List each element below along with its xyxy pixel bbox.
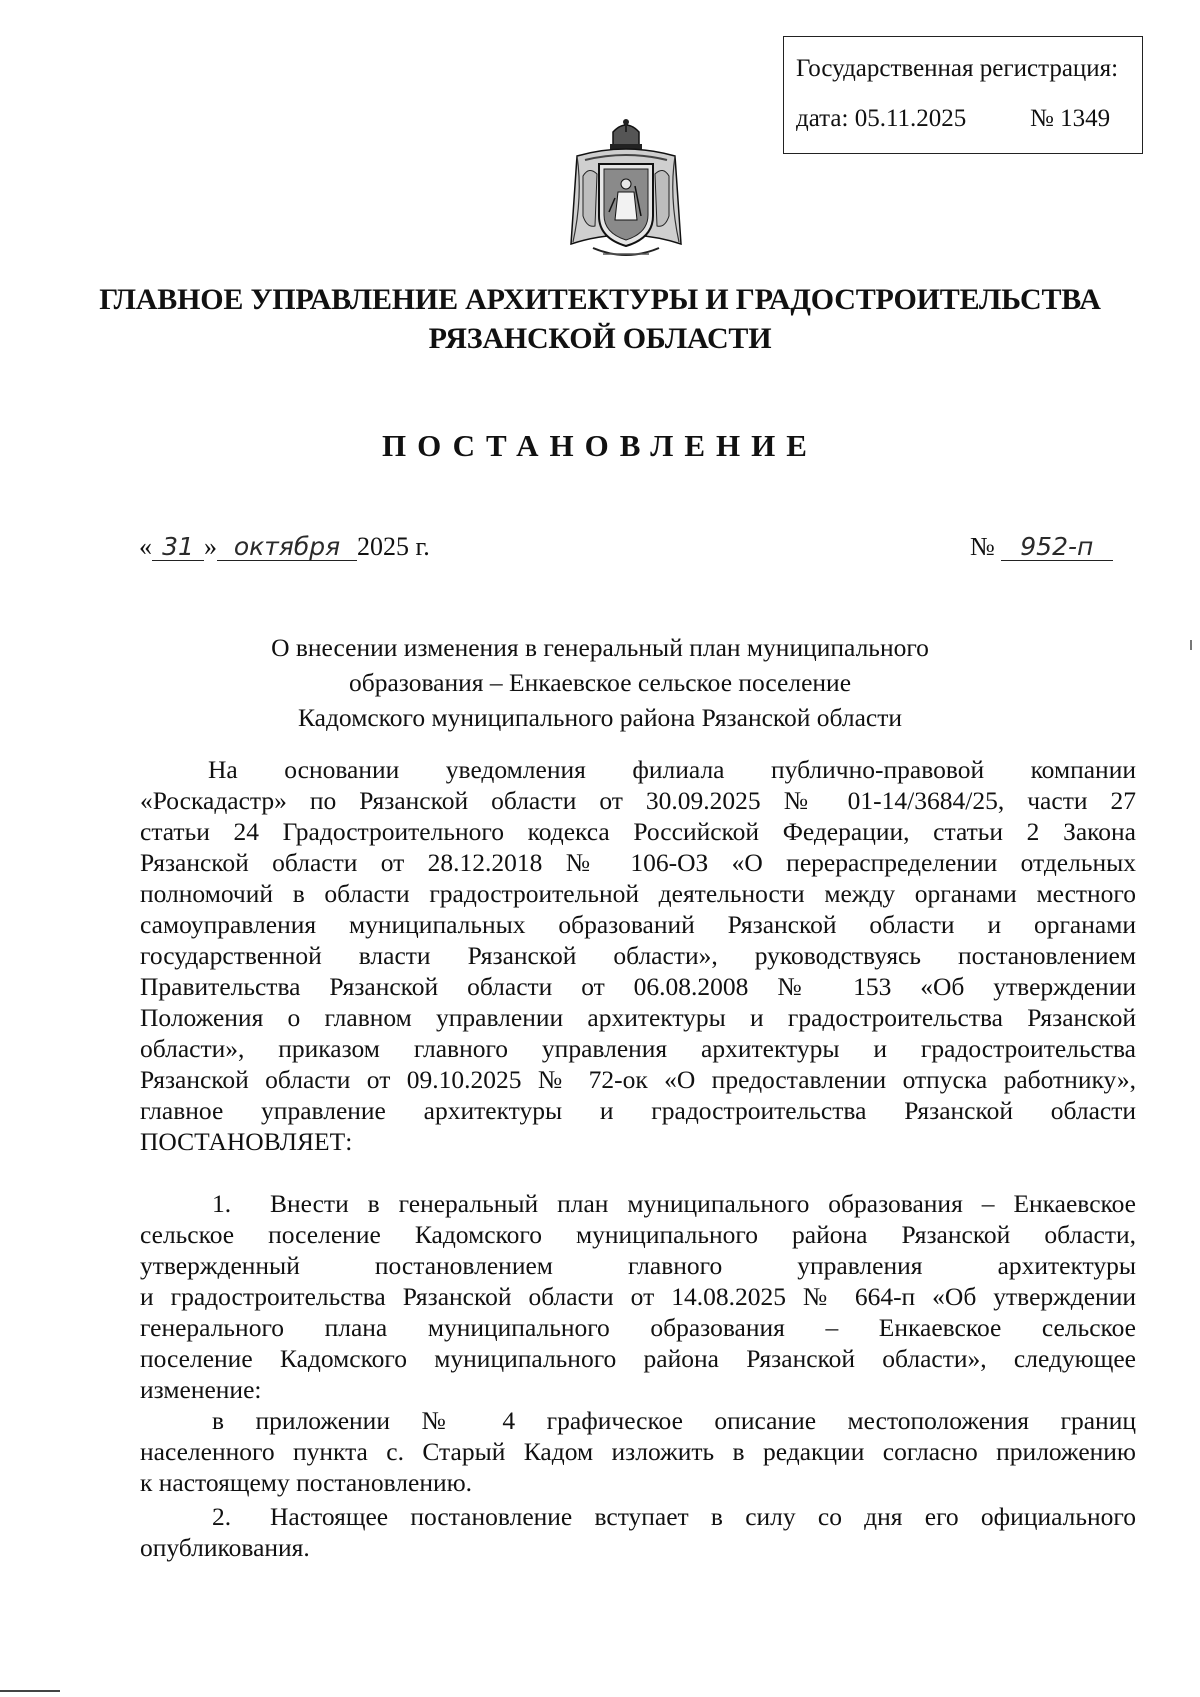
preamble-line: самоуправления муниципальных образований Рязанской области и органами: [140, 910, 1136, 939]
number-handwritten: 952-п: [1001, 534, 1113, 561]
item-line: Настоящее постановление вступает в силу со дня его официального: [270, 1502, 1136, 1531]
preamble-line: Рязанской области от 28.12.2018 № 106-ОЗ «О перераспределении отдельных: [140, 848, 1136, 877]
amendment-line: в приложении № 4 графическое описание местоположения границ: [212, 1406, 1136, 1435]
date-open-quote: «: [139, 532, 152, 561]
item-line: утвержденный постановлением главного управления архитектуры: [140, 1251, 1136, 1280]
item-line: Внести в генеральный план муниципального образования – Енкаевское: [270, 1189, 1136, 1218]
registration-stamp: [783, 36, 1143, 154]
item-line: генерального плана муниципального образования – Енкаевское сельское: [140, 1313, 1136, 1342]
preamble-line: Положения о главном управлении архитектуры и градостроительства Рязанской: [140, 1003, 1136, 1032]
amendment-line: к настоящему постановлению.: [140, 1468, 473, 1497]
subject-line: О внесении изменения в генеральный план муниципального: [271, 633, 929, 662]
preamble-line: Правительства Рязанской области от 06.08.2008 № 153 «Об утверждении: [140, 972, 1136, 1001]
number-prefix: №: [970, 532, 995, 561]
preamble-line: статьи 24 Градостроительного кодекса Российской Федерации, статьи 2 Закона: [140, 817, 1136, 846]
item-line: сельское поселение Кадомского муниципального района Рязанской области,: [140, 1220, 1136, 1249]
preamble-line: полномочий в области градостроительной деятельности между органами местного: [140, 879, 1136, 908]
ryazan-coat-of-arms-icon: [563, 116, 689, 266]
scan-speck: [1190, 640, 1192, 650]
item-number: 2.: [212, 1502, 232, 1531]
item-line: опубликования.: [140, 1533, 310, 1562]
agency-name-line-2: РЯЗАНСКОЙ ОБЛАСТИ: [428, 322, 772, 355]
preamble-line: Рязанской области от 09.10.2025 № 72-ок «О предоставлении отпуска работнику»,: [140, 1065, 1136, 1094]
document-type-heading: ПОСТАНОВЛЕНИЕ: [382, 428, 818, 463]
item-line: изменение:: [140, 1375, 262, 1404]
amendment-line: населенного пункта с. Старый Кадом изложить в редакции согласно приложению: [140, 1437, 1136, 1466]
subject-line: образования – Енкаевское сельское поселение: [348, 668, 852, 697]
item-number: 1.: [212, 1189, 232, 1218]
date-close-quote: »: [204, 532, 217, 561]
item-line: поселение Кадомского муниципального района Рязанской области», следующее: [140, 1344, 1136, 1373]
document-date: [139, 532, 430, 562]
preamble-line: «Роскадастр» по Рязанской области от 30.09.2025 № 01-14/3684/25, части 27: [140, 786, 1136, 815]
resolution-keyword: ПОСТАНОВЛЯЕТ:: [140, 1127, 353, 1156]
date-day-handwritten: 31: [152, 534, 204, 561]
subject-line: Кадомского муниципального района Рязанской области: [297, 703, 903, 732]
item-line: и градостроительства Рязанской области от 14.08.2025 № 664-п «Об утверждении: [140, 1282, 1136, 1311]
date-year: 2025 г.: [357, 532, 430, 561]
date-month-handwritten: октября: [217, 534, 357, 561]
registration-date: дата: 05.11.2025: [796, 105, 967, 132]
document-subject: [0, 630, 1200, 735]
preamble-line: области», приказом главного управления архитектуры и градостроительства: [140, 1034, 1136, 1063]
registration-title: Государственная регистрация:: [796, 55, 1119, 82]
document-number: [970, 532, 1113, 562]
preamble-line: государственной власти Рязанской области», руководствуясь постановлением: [140, 941, 1136, 970]
preamble-line: главное управление архитектуры и градостроительства Рязанской области: [140, 1096, 1136, 1125]
registration-number: № 1349: [1030, 105, 1111, 132]
agency-name-line-1: ГЛАВНОЕ УПРАВЛЕНИЕ АРХИТЕКТУРЫ И ГРАДОСТРОИТЕЛЬСТВА: [99, 283, 1101, 316]
preamble-line: На основании уведомления филиала публично-правовой компании: [208, 755, 1136, 784]
scan-edge-mark: [0, 1690, 60, 1692]
